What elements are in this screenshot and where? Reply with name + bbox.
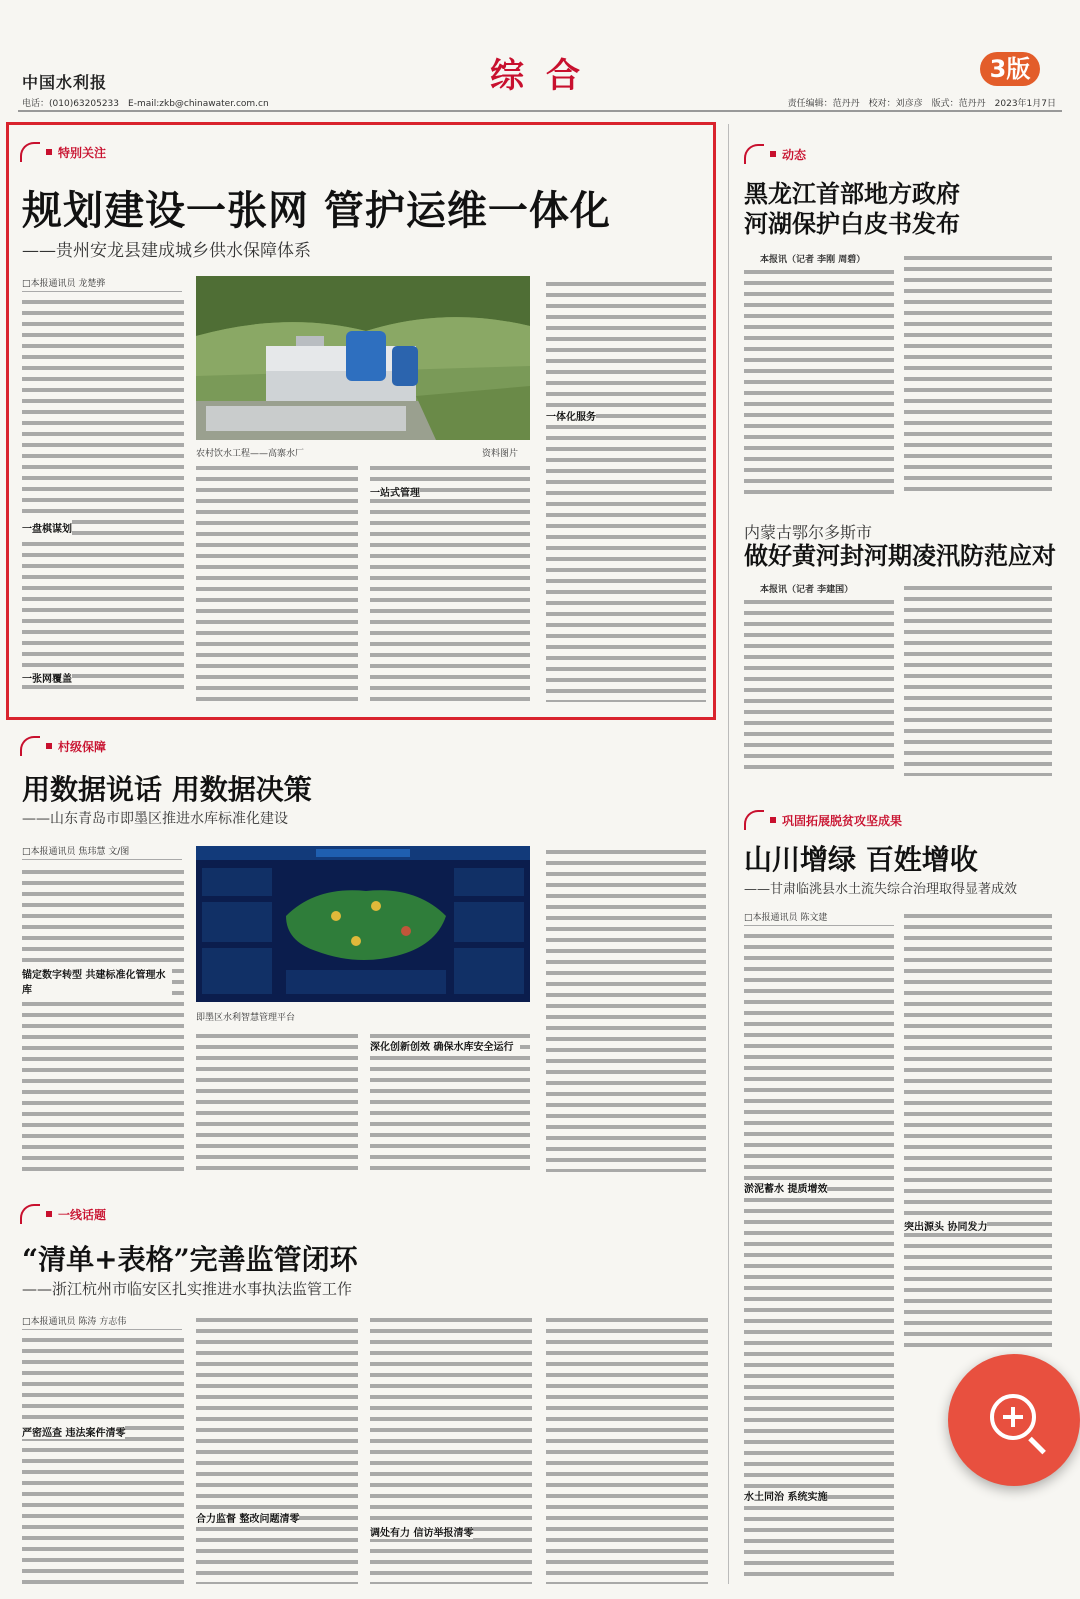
- intertitle: 突出源头 协同发力: [904, 1218, 987, 1233]
- feature-text-col1: [22, 296, 184, 696]
- shuiku-section-label: 村级保障: [20, 736, 106, 756]
- feature-text-col4: [546, 278, 706, 702]
- intertitle: 锚定数字转型 共建标准化管理水库: [22, 966, 172, 996]
- feature-byline: □本报通讯员 龙楚骅: [22, 276, 182, 292]
- qingdan-subheadline: ——浙江杭州市临安区扎实推进水事执法监管工作: [22, 1280, 353, 1298]
- feature-text-col2: [196, 462, 358, 702]
- feature-subheadline: ——贵州安龙县建成城乡供水保障体系: [22, 241, 311, 261]
- qingdan-headline[interactable]: “清单+表格”完善监管闭环: [22, 1243, 358, 1276]
- section-square-icon: [770, 151, 776, 157]
- section-square-icon: [46, 149, 52, 155]
- section-square-icon: [46, 743, 52, 749]
- qingdan-text-col4: [546, 1314, 708, 1584]
- shanchuan-section-label: 巩固拓展脱贫攻坚成果: [744, 810, 902, 830]
- zoom-in-button[interactable]: [948, 1354, 1080, 1486]
- dongtai-headline-line1[interactable]: 黑龙江首部地方政府: [744, 179, 960, 208]
- zoom-handle-icon: [1028, 1437, 1046, 1455]
- shuiku-photo: [196, 846, 530, 1002]
- shanchuan-subheadline: ——甘肃临洮县水土流失综合治理取得显著成效: [744, 882, 1018, 897]
- shuiku-subheadline: ——山东青岛市即墨区推进水库标准化建设: [22, 811, 288, 827]
- feature-headline[interactable]: 规划建设一张网 管护运维一体化: [22, 187, 611, 234]
- neimenggu-kicker: 内蒙古鄂尔多斯市: [744, 523, 873, 542]
- dongtai-byline: 本报讯（记者 李刚 周碧）: [760, 255, 866, 265]
- section-square-icon: [770, 817, 776, 823]
- intertitle: 严密巡查 违法案件清零: [22, 1424, 125, 1439]
- intertitle: 一体化服务: [546, 408, 596, 423]
- shanchuan-headline[interactable]: 山川增绿 百姓增收: [744, 843, 978, 876]
- section-square-icon: [46, 1211, 52, 1217]
- page-number-badge: 3版: [980, 52, 1040, 86]
- dongtai-section-label: 动态: [744, 144, 806, 164]
- shuiku-headline[interactable]: 用数据说话 用数据决策: [22, 773, 312, 806]
- neimenggu-text-col2: [904, 582, 1052, 776]
- intertitle: 水土同治 系统实施: [744, 1488, 827, 1503]
- intertitle: 一张网覆盖: [22, 670, 72, 685]
- intertitle: 一站式管理: [370, 484, 420, 499]
- shuiku-text-col3: [370, 1030, 530, 1172]
- neimenggu-byline: 本报讯（记者 李建国）: [760, 585, 854, 595]
- intertitle: 淤泥蓄水 提质增效: [744, 1180, 827, 1195]
- intertitle: 一盘棋谋划: [22, 520, 72, 535]
- intertitle: 合力监督 整改问题清零: [196, 1510, 299, 1525]
- section-curve-icon: [744, 144, 764, 164]
- dongtai-text-col2: [904, 252, 1052, 498]
- shuiku-byline: □本报通讯员 焦玮慧 文/图: [22, 844, 182, 860]
- column-divider: [728, 124, 729, 1584]
- editors-line: 责任编辑：范丹丹 校对：刘彦彦 版式：范丹丹 2023年1月7日: [787, 99, 1056, 109]
- zoom-in-icon: [990, 1394, 1036, 1440]
- dongtai-headline-line2[interactable]: 河湖保护白皮书发布: [744, 209, 960, 238]
- qingdan-byline: □本报通讯员 陈涛 方志伟: [22, 1314, 182, 1330]
- shanchuan-byline: □本报通讯员 陈文建: [744, 910, 894, 926]
- section-curve-icon: [20, 1204, 40, 1224]
- qingdan-text-col3: [370, 1314, 532, 1584]
- shuiku-photo-caption: 即墨区水利智慧管理平台: [196, 1013, 296, 1023]
- section-curve-icon: [20, 736, 40, 756]
- qingdan-text-col1: [22, 1334, 184, 1584]
- contact-line: 电话：(010)63205233 E-mail:zkb@chinawater.com.cn: [22, 99, 269, 109]
- feature-photo-caption: 农村饮水工程——高寨水厂: [196, 449, 305, 459]
- section-title: 综合: [490, 56, 602, 96]
- intertitle: 调处有力 信访举报清零: [370, 1524, 473, 1539]
- paper-name: 中国水利报: [22, 73, 108, 92]
- feature-text-col3: [370, 462, 530, 702]
- neimenggu-text-col1: [744, 596, 894, 776]
- qingdan-section-label: 一线话题: [20, 1204, 106, 1224]
- shuiku-text-col2: [196, 1030, 358, 1172]
- intertitle: 深化创新创效 确保水库安全运行: [370, 1038, 520, 1053]
- section-curve-icon: [744, 810, 764, 830]
- feature-photo-credit: 资料图片: [482, 449, 519, 459]
- qingdan-text-col2: [196, 1314, 358, 1584]
- shuiku-text-col4: [546, 846, 706, 1172]
- shanchuan-text-col2: [904, 910, 1052, 1350]
- section-curve-icon: [20, 142, 40, 162]
- feature-photo: [196, 276, 530, 440]
- masthead-rule: [18, 110, 1062, 112]
- feature-section-label: 特别关注: [20, 142, 106, 162]
- shanchuan-text-col1: [744, 930, 894, 1580]
- shuiku-text-col1: [22, 866, 184, 1172]
- neimenggu-headline[interactable]: 做好黄河封河期凌汛防范应对: [744, 541, 1056, 570]
- dongtai-text-col1: [744, 266, 894, 498]
